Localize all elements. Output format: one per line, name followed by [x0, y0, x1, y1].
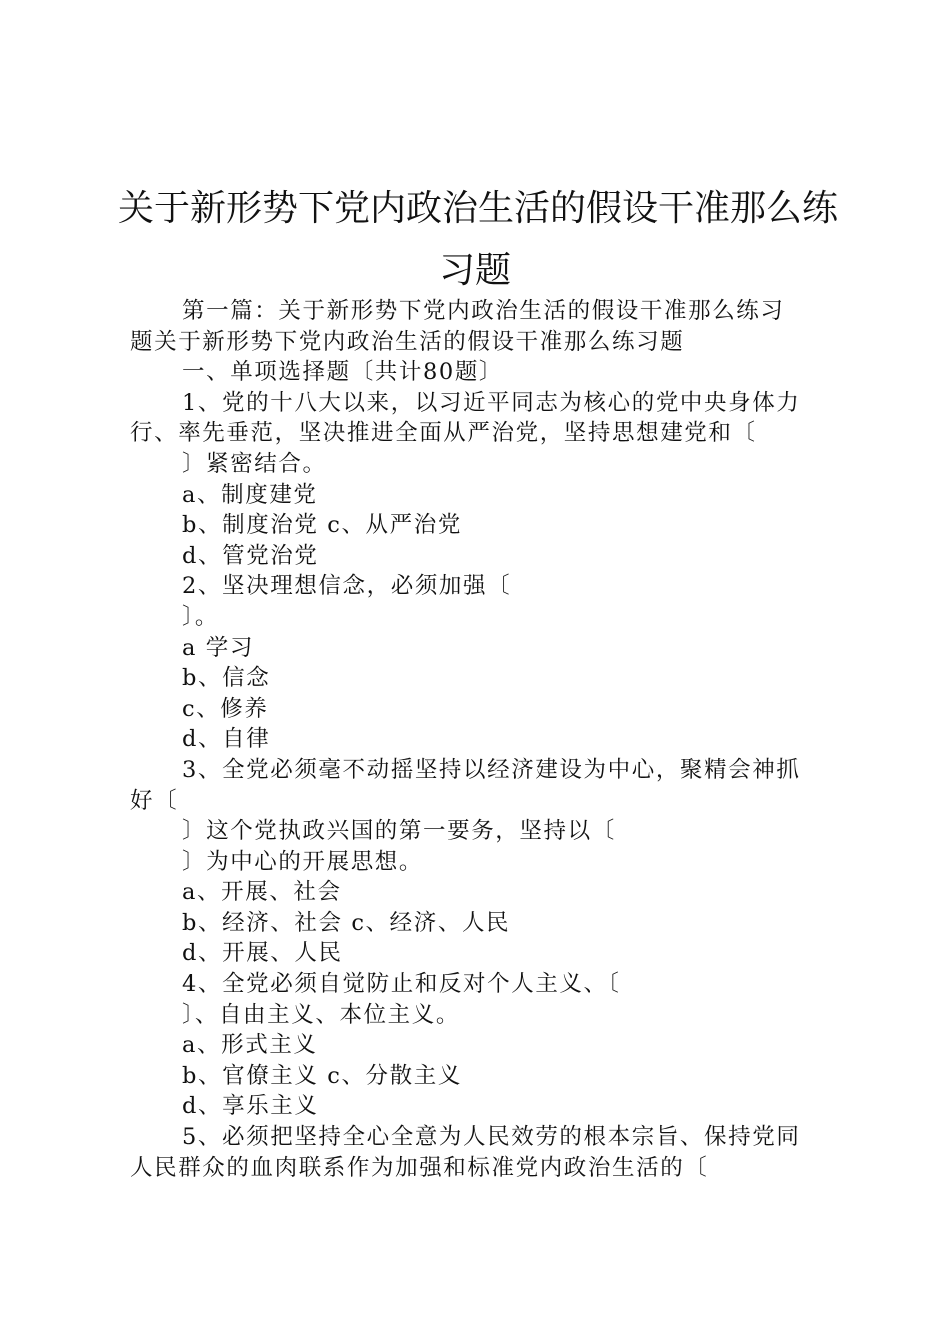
body-line: 5、必须把坚持全心全意为人民效劳的根本宗旨、保持党同 [182, 1124, 801, 1151]
body-line: 〕。 [182, 603, 219, 630]
body-line: d、管党治党 [182, 542, 319, 569]
body-line: 一、单项选择题〔共计80题〕 [182, 359, 504, 386]
body-line: 题关于新形势下党内政治生活的假设干准那么练习题 [130, 328, 685, 355]
body-line: d、开展、人民 [182, 940, 343, 967]
body-line: 第一篇：关于新形势下党内政治生活的假设干准那么练习 [182, 298, 785, 324]
document-title [118, 178, 839, 302]
body-line: a 学习 [182, 634, 254, 661]
body-line: 人民群众的血肉联系作为加强和标准党内政治生活的〔 [130, 1154, 709, 1181]
body-line: 〕、自由主义、本位主义。 [182, 1001, 460, 1028]
body-line: 〕紧密结合。 [182, 450, 327, 477]
body-line: 2、坚决理想信念，必须加强〔 [182, 573, 512, 600]
body-line: d、自律 [182, 726, 271, 753]
title-line: 习题 [438, 250, 511, 291]
body-line: b、经济、社会 c、经济、人民 [182, 909, 511, 936]
body-line: a、制度建党 [182, 481, 318, 508]
body-line: 好〔 [130, 787, 179, 814]
body-line: 〕为中心的开展思想。 [182, 848, 424, 875]
body-line: 行、率先垂范，坚决推进全面从严治党，坚持思想建党和〔 [130, 420, 757, 447]
body-line: d、享乐主义 [182, 1093, 319, 1120]
body-line: b、信念 [182, 665, 271, 692]
body-line: 〕这个党执政兴国的第一要务，坚持以〔 [182, 818, 616, 845]
body-line: a、形式主义 [182, 1032, 318, 1059]
title-line: 关于新形势下党内政治生活的假设干准那么练 [118, 188, 839, 229]
body-line: a、开展、社会 [182, 879, 342, 906]
body-line: 1、党的十八大以来，以习近平同志为核心的党中央身体力 [182, 389, 801, 416]
body-line: 4、全党必须自觉防止和反对个人主义、〔 [182, 971, 621, 998]
body-line: b、官僚主义 c、分散主义 [182, 1062, 462, 1089]
body-line: c、修养 [182, 695, 269, 722]
body-line: 3、全党必须毫不动摇坚持以经济建设为中心，聚精会神抓 [182, 756, 801, 783]
document-body [130, 296, 830, 1183]
body-line: b、制度治党 c、从严治党 [182, 512, 462, 539]
